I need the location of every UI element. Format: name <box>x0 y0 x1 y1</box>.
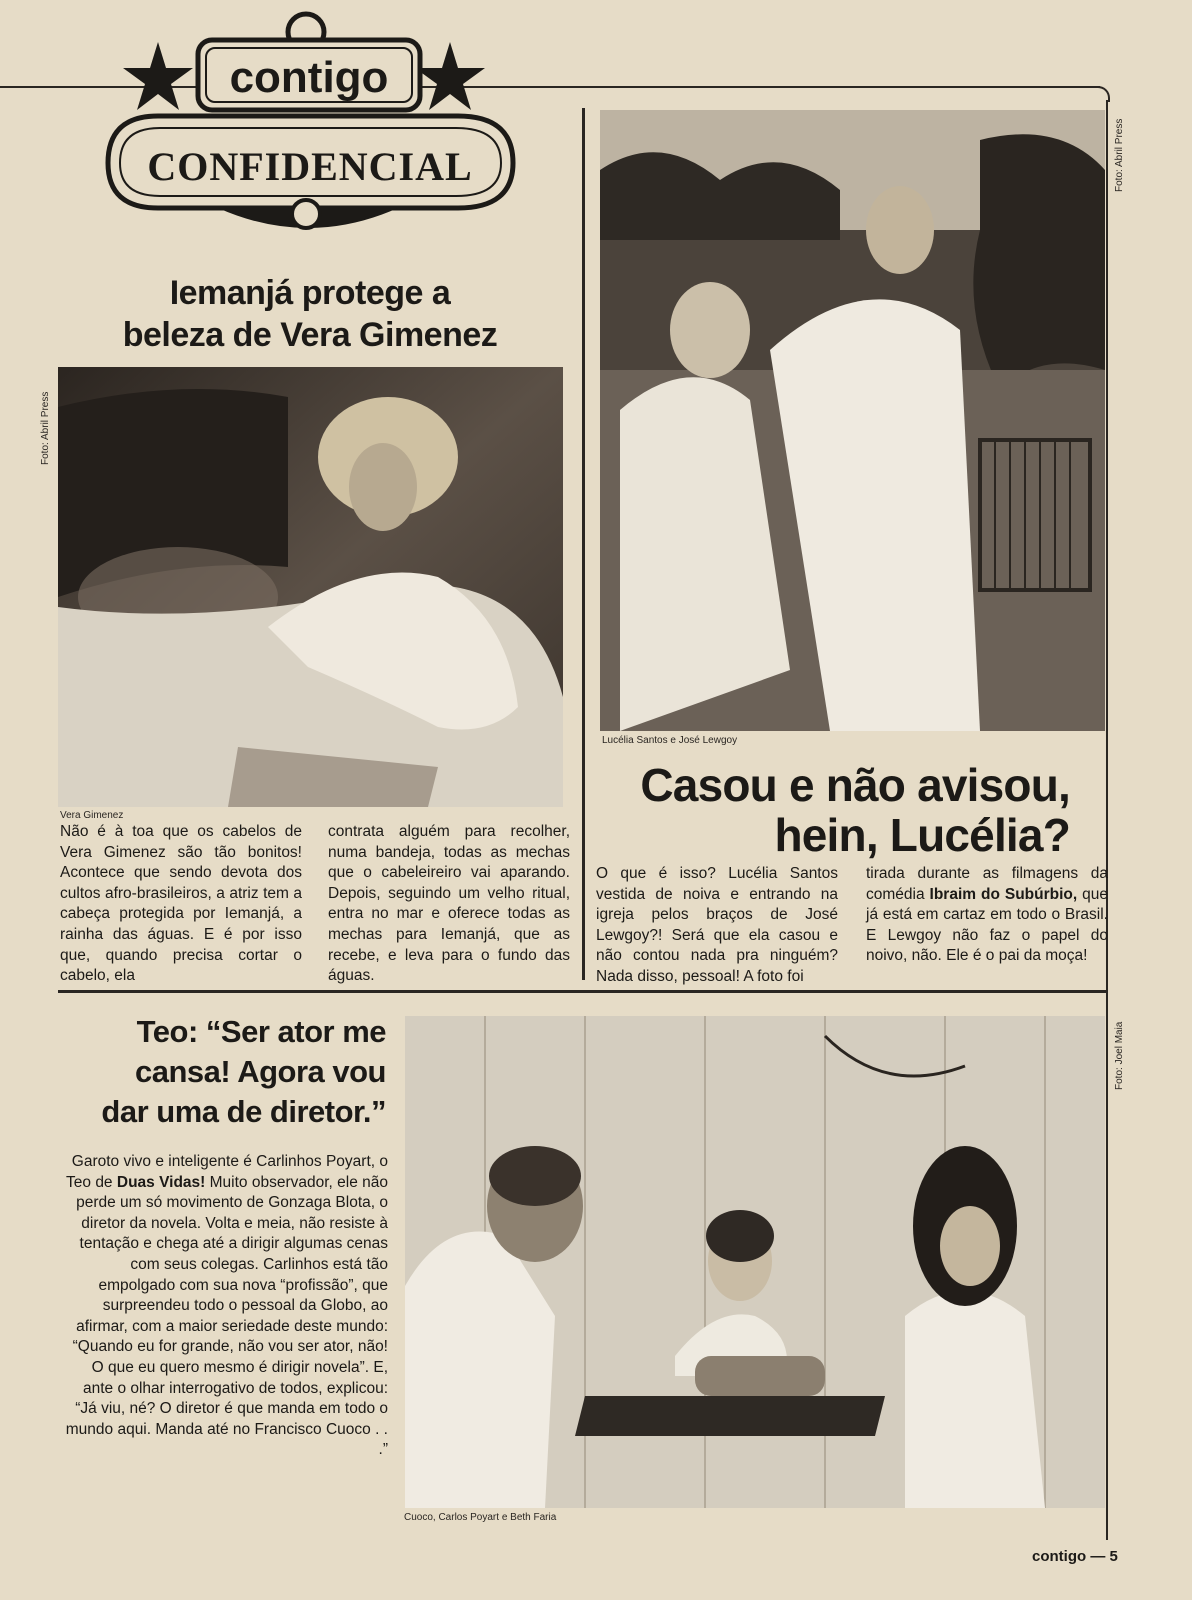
story2-headline-line1: Casou e não avisou, <box>640 759 1070 811</box>
story3-body-text: Muito observador, ele não perde um só movimento de Gonzaga Blota, o diretor da novela. Volta e meia, não resiste à tentação e chega até a dirigir algumas cenas com seus colegas. Carlinhos está tão empolgado com sua nova “profissão”, que surpreendeu todo o pessoal da Globo, ao afirmar, com a maior seriedade deste mundo: “Quando eu for grande, não vou ser ator, não! O que eu quero mesmo é dirigir novela”. E, ante o olhar interrogativo de todos, explicou: “Já viu, né? O diretor é que manda em todo o mundo aqui. Manda até no Francisco Cuoco . . .” <box>65 1173 388 1459</box>
story2-body-col2 <box>866 864 1108 967</box>
star-icon <box>415 42 485 110</box>
story3-headline <box>66 1012 386 1132</box>
story1-body-col1: Não é à toa que os cabelos de Vera Gimenez são tão bonitos! Acontece que sendo devota dos cultos afro-brasileiros, a atriz tem a cabeça protegida por Iemanjá, a rainha das águas. E é por isso que, quando precisa cortar o cabelo, ela <box>60 823 302 985</box>
story3-headline-line3: dar uma de diretor.” <box>101 1094 386 1129</box>
story2-photo <box>600 110 1105 731</box>
story2-body-text: tirada durante as filmagens da comédia <box>866 865 1108 903</box>
story1-body-col2: contrata alguém para recolher, numa bandeja, todas as mechas que o cabeleireiro vai aparando. Depois, seguindo um velho ritual, entra no mar e oferece todas as mechas para Iemanjá, que as recebe, e leva para o fundo das águas. <box>328 823 570 985</box>
story1-photo-credit: Foto: Abril Press <box>40 391 51 465</box>
column-divider <box>582 108 585 980</box>
story1-headline <box>110 272 510 356</box>
story2-film-title: Ibraim do Subúrbio, <box>929 885 1078 903</box>
story1-photo <box>58 367 563 807</box>
story2-headline <box>600 760 1070 860</box>
story3-show-title: Duas Vidas! <box>116 1173 206 1191</box>
story2-body-text: que já está em cartaz em todo o Brasil. E Lewgoy não faz o papel do noivo, não. Ele é o pai da moça! <box>866 885 1108 965</box>
section-divider <box>58 990 1108 993</box>
story2-body-col1: O que é isso? Lucélia Santos vestida de noiva e entrando na igreja pelos braços de José Lewgoy?! Será que ela casou e não contou nada pra ninguém? Nada disso, pessoal! A foto foi <box>596 865 838 985</box>
story3-photo-credit: Foto: Joel Maia <box>1114 1021 1125 1090</box>
story3-body-text: Garoto vivo e inteligente é Carlinhos Poyart, o Teo de <box>66 1153 388 1191</box>
story3-photo <box>405 1016 1105 1508</box>
masthead-brand: contigo <box>229 53 389 102</box>
story2-photo-credit: Foto: Abril Press <box>1114 118 1125 192</box>
story2-headline-line2: hein, Lucélia? <box>774 809 1070 861</box>
story3-photo-caption: Cuoco, Carlos Poyart e Beth Faria <box>404 1512 557 1523</box>
masthead-section: CONFIDENCIAL <box>147 144 473 189</box>
story3-headline-line2: cansa! Agora vou <box>135 1054 386 1089</box>
page-folio: contigo — 5 <box>1032 1548 1118 1565</box>
story3-body <box>58 1152 388 1461</box>
right-rule <box>1106 100 1108 1540</box>
story3-headline-line1: Teo: “Ser ator me <box>136 1014 386 1049</box>
story2-photo-caption: Lucélia Santos e José Lewgoy <box>602 735 738 746</box>
star-icon <box>123 42 193 110</box>
story1-headline-line2: beleza de Vera Gimenez <box>122 316 498 354</box>
story1-headline-line1: Iemanjá protege a <box>169 274 451 312</box>
story1-photo-caption: Vera Gimenez <box>60 810 124 821</box>
masthead-logo <box>98 8 538 230</box>
